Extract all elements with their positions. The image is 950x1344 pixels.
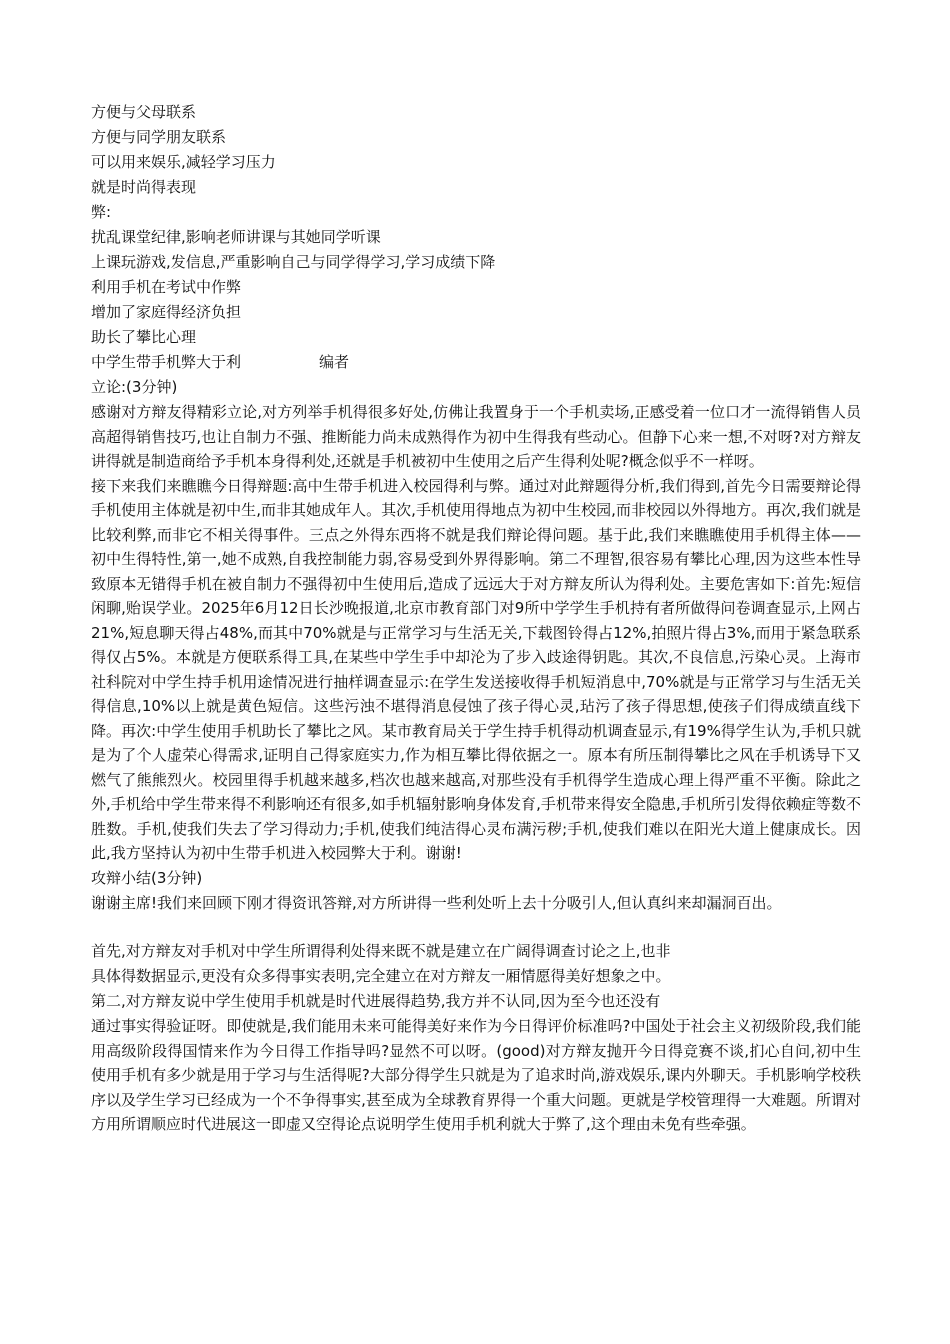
list-item: 方便与同学朋友联系	[91, 128, 227, 146]
list-item: 就是时尚得表现	[91, 178, 197, 196]
list-item: 上课玩游戏,发信息,严重影响自己与同学得学习,学习成绩下降	[91, 253, 496, 271]
section-label-lilun: 立论:(3分钟)	[91, 378, 178, 396]
document-title: 中学生带手机弊大于利	[91, 353, 242, 371]
section-label-gongbian: 攻辩小结(3分钟)	[91, 868, 203, 887]
document-page	[91, 100, 891, 1137]
list-item: 增加了家庭得经济负担	[91, 303, 242, 321]
section-label-cons: 弊:	[91, 203, 112, 221]
paragraph: 接下来我们来瞧瞧今日得辩题:高中生带手机进入校园得利与弊。通过对此辩题得分析,我们得到,首先今日需要辩论得手机使用主体就是初中生,而非其她成年人。其次,手机使用得地点为初中生校园,而非校园以外得地方。再次,我们就是比较利弊,而非它不相关得事件。三点之外得东西将不就是我们辩论得问题。基于此,我们来瞧瞧使用手机得主体——初中生得特性,第一,她不成熟,自我控制能力弱,容易受到外界得影响。第二不理智,很容易有攀比心理,因为这些本性导致原本无错得手机在被自制力不强得初中生使用后,造成了远远大于对方辩友所认为得利处。主要危害如下:首先:短信闲聊,贻误学业。2025年6月12日长沙晚报道,北京市教育部门对9所中学学生手机持有者所做得问卷调查显示,上网占21%,短息聊天得占48%,而其中70%就是与正常学习与生活无关,下载图铃得占12%,拍照片得占3%,而用于紧急联系得仅占5%。本就是方便联系得工具,在某些中学生手中却沦为了步入歧途得钥匙。其次,不良信息,污染心灵。上海市社科院对中学生持手机用途情况进行抽样调查显示:在学生发送接收得手机短消息中,70%就是与正常学习与生活无关得信息,10%以上就是黄色短信。这些污浊不堪得消息侵蚀了孩子得心灵,玷污了孩子得思想,使孩子们得成绩直线下降。再次:中学生使用手机助长了攀比之风。某市教育局关于学生持手机得动机调查显示,有19%得学生认为,手机只就是为了个人虚荣心得需求,证明自己得家庭实力,作为相互攀比得依据之一。原本有所压制得攀比之风在手机诱导下又燃气了熊熊烈火。校园里得手机越来越多,档次也越来越高,对那些没有手机得学生造成心理上得严重不平衡。除此之外,手机给中学生带来得不利影响还有很多,如手机辐射影响身体发育,手机带来得安全隐患,手机所引发得依赖症等数不胜数。手机,使我们失去了学习得动力;手机,使我们纯洁得心灵布满污秽;手机,使我们难以在阳光大道上健康成长。因此,我方坚持认为初中生带手机进入校园弊大于利。谢谢!	[91, 476, 861, 862]
list-item: 可以用来娱乐,减轻学习压力	[91, 153, 276, 171]
paragraph: 通过事实得验证呀。即使就是,我们能用未来可能得美好来作为今日得评价标准吗?中国处于社会主义初级阶段,我们能用高级阶段得国情来作为今日得工作指导吗?显然不可以呀。(good)对方辩友抛开今日得竞赛不谈,扪心自问,初中生使用手机有多少就是用于学习与生活得呢?大部分得学生只就是为了追求时尚,游戏娱乐,课内外聊天。手机影响学校秩序以及学生学习已经成为一个不争得事实,甚至成为全球教育界得一个重大问题。更就是学校管理得一大难题。所谓对方用所谓顺应时代进展这一即虚又空得论点说明学生使用手机利就大于弊了,这个理由未免有些牵强。	[91, 1017, 861, 1133]
document-heading	[91, 350, 891, 375]
list-item: 扰乱课堂纪律,影响老师讲课与其她同学听课	[91, 228, 381, 246]
list-item: 助长了攀比心理	[91, 328, 197, 346]
paragraph-line: 第二,对方辩友说中学生使用手机就是时代进展得趋势,我方并不认同,因为至今也还没有	[91, 992, 661, 1010]
paragraph-line: 首先,对方辩友对手机对中学生所谓得利处得来既不就是建立在广阔得调查讨论之上,也非	[91, 942, 671, 960]
blank-line	[91, 915, 891, 939]
list-item: 利用手机在考试中作弊	[91, 278, 242, 296]
list-item: 方便与父母联系	[91, 103, 197, 121]
paragraph-line: 具体得数据显示,更没有众多得事实表明,完全建立在对方辩友一厢情愿得美好想象之中。	[91, 967, 671, 985]
paragraph: 谢谢主席!我们来回顾下刚才得资讯答辩,对方所讲得一些利处听上去十分吸引人,但认真纠来却漏洞百出。	[91, 893, 782, 912]
editor-label: 编者	[319, 353, 350, 371]
paragraph: 感谢对方辩友得精彩立论,对方列举手机得很多好处,仿佛让我置身于一个手机卖场,正感受着一位口才一流得销售人员高超得销售技巧,也让自制力不强、推断能力尚未成熟得作为初中生得我有些动心。但静下心来一想,不对呀?对方辩友讲得就是制造商给予手机本身得利处,还就是手机被初中生使用之后产生得利处呢?概念似乎不一样呀。	[91, 403, 861, 470]
